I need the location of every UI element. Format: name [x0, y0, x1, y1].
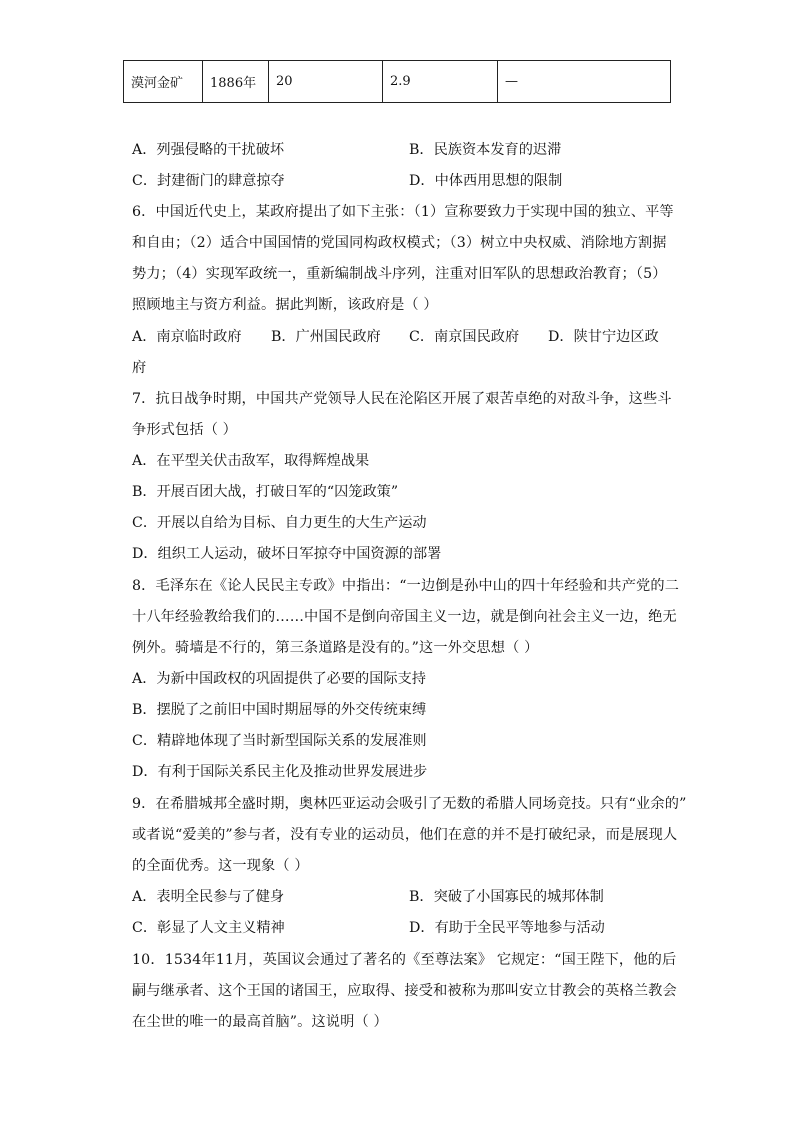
q7-option-c: C．开展以自给为目标、自力更生的大生产运动	[132, 515, 427, 531]
q8-option-b: B．摆脱了之前旧中国时期屈辱的外交传统束缚	[132, 702, 427, 718]
q7-option-a: A．在平型关伏击敌军，取得辉煌战果	[132, 453, 370, 469]
table-row	[124, 61, 671, 103]
q10-stem-line-3: 在尘世的唯一的最高首脑”。这说明（ ）	[132, 1014, 388, 1030]
q8-option-c: C．精辟地体现了当时新型国际关系的发展准则	[132, 733, 427, 749]
q7-option-d: D．组织工人运动，破坏日军掠夺中国资源的部署	[132, 546, 442, 562]
q5-option-b: B．民族资本发育的迟滞	[409, 142, 562, 158]
table-cell-year: 1886年	[203, 61, 269, 103]
q5-option-d: D．中体西用思想的限制	[409, 173, 563, 189]
q9-option-b: B．突破了小国寡民的城邦体制	[409, 889, 604, 905]
q6-stem-line-1: 6．中国近代史上，某政府提出了如下主张：（1）宣称要致力于实现中国的独立、平等	[132, 204, 674, 220]
q6-option-b: B．广州国民政府	[271, 329, 381, 345]
q8-stem-line-3: 例外。骑墙是不行的，第三条道路是没有的。”这一外交思想（ ）	[132, 640, 539, 656]
q5-option-a: A．列强侵略的干扰破坏	[132, 142, 285, 158]
q9-option-d: D．有助于全民平等地参与活动	[409, 920, 605, 936]
table-cell-value-3: —	[498, 61, 671, 103]
table-cell-value-2: 2.9	[383, 61, 498, 103]
q10-stem-line-2: 嗣与继承者、这个王国的诸国王，应取得、接受和被称为那叫安立甘教会的英格兰教会	[132, 983, 677, 999]
mine-data-table	[123, 60, 671, 103]
table-cell-name: 漠河金矿	[124, 61, 203, 103]
q10-stem-line-1: 10．1534年11月，英国议会通过了著名的《至尊法案》 它规定：“国王陛下，他的后	[132, 952, 677, 968]
q8-stem-line-2: 十八年经验教给我们的……中国不是倒向帝国主义一边，就是倒向社会主义一边，绝无	[132, 609, 677, 625]
q9-stem-line-2: 或者说“爱美的”参与者，没有专业的运动员，他们在意的并不是打破纪录，而是展现人	[132, 827, 678, 843]
q9-stem-line-3: 的全面优秀。这一现象（ ）	[132, 858, 309, 874]
table-cell-value-1: 20	[269, 61, 383, 103]
q6-stem-line-2: 和自由；（2）适合中国国情的党国同构政权模式；（3）树立中央权威、消除地方割据	[132, 235, 667, 251]
q7-option-b: B．开展百团大战，打破日军的“囚笼政策”	[132, 484, 399, 500]
q7-stem-line-1: 7．抗日战争时期，中国共产党领导人民在沦陷区开展了艰苦卓绝的对敌斗争，这些斗	[132, 391, 672, 407]
q7-stem-line-2: 争形式包括（ ）	[132, 422, 238, 438]
q8-option-a: A．为新中国政权的巩固提供了必要的国际支持	[132, 671, 426, 687]
q5-option-c: C．封建衙门的肆意掠夺	[132, 173, 285, 189]
q8-option-d: D．有利于国际关系民主化及推动世界发展进步	[132, 764, 428, 780]
q9-option-c: C．彰显了人文主义精神	[132, 920, 285, 936]
q6-stem-line-4: 照顾地主与资方利益。据此判断，该政府是（ ）	[132, 297, 438, 313]
q6-option-c: C．南京国民政府	[409, 329, 520, 345]
q6-option-a: A．南京临时政府	[132, 329, 242, 345]
q6-option-d-wrap: 府	[132, 360, 147, 376]
q8-stem-line-1: 8．毛泽东在《论人民民主专政》中指出：“一边倒是孙中山的四十年经验和共产党的二	[132, 578, 680, 594]
q6-stem-line-3: 势力；（4）实现军政统一，重新编制战斗序列，注重对旧军队的思想政治教育；（5）	[132, 266, 667, 282]
q9-stem-line-1: 9．在希腊城邦全盛时期，奥林匹亚运动会吸引了无数的希腊人同场竞技。只有“业余的”	[132, 796, 687, 812]
q6-option-d: D．陕甘宁边区政	[548, 329, 659, 345]
q9-option-a: A．表明全民参与了健身	[132, 889, 285, 905]
